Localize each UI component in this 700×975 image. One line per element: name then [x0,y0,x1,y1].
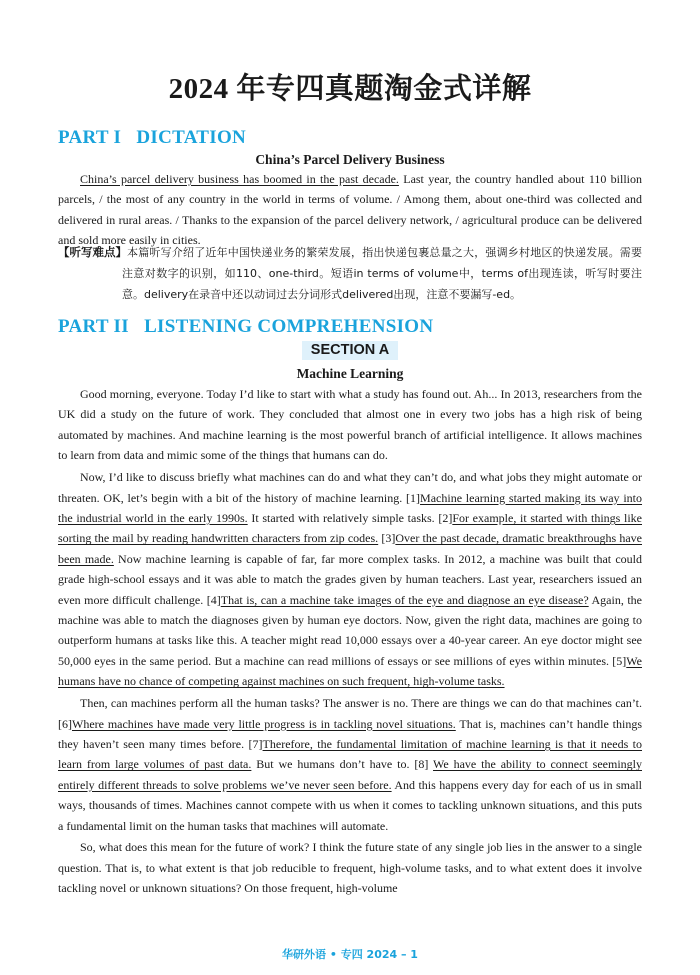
transcript-text: That is, machines can’t handle things they haven’t seen many times before. [7] [58,716,642,751]
transcript-text: Again, the machine was able to match the diagnoses given by human eye doctors. Now, given the right data, machines are going to outperform humans at tasks like this. A teacher might read 10,000 essays over a 40-year career. An eye doctor might see 50,000 eyes in the same period. But a machine can read millions of essays or see millions of eyes within minutes. [5] [58,592,642,668]
dictation-text: Last year, the country handled about 110 billion parcels, / the most of any country in the world in terms of volume. / Among them, about one-third was collected and delivered in rural areas. / Thanks to the expansion of the parcel delivery network, / agricultural produce can be delivered and sold more easily in cities. [58,172,643,248]
dictation-title: China’s Parcel Delivery Business [255,152,445,167]
transcript-text: Now machine learning is capable of far, far more complex tasks. In 2012, a machine was built that could grade high-school essays and it was able to match the grades given by human teachers. Last year, researchers issued an even more difficult challenge. [4] [58,551,642,607]
part-2-heading: PART II LISTENING COMPREHENSION [58,316,434,337]
transcript-text: Now, I’d like to discuss briefly what machines can do and what they can’t do, and what jobs they might automate or threaten. OK, let’s begin with a bit of the history of machine learning. [1] [58,470,642,505]
answer-sentence: Therefore, the fundamental limitation of machine learning is that it needs to learn from large volumes of past data. [58,736,642,772]
transcript-text: [3] [378,531,396,546]
lecture-paragraph [58,693,642,836]
transcript-text: And this happens every day for each of us in small ways, thousands of times. Machines cannot compete with us when it comes to tackling unknown situations, and this puts a fundamental limit on the human tasks that machines will automate. [58,777,643,833]
section-a-badge: SECTION A [302,341,398,360]
document-title: 2024 年专四真题淘金式详解 [168,73,532,105]
transcript-text: Then, can machines perform all the human tasks? The answer is no. There are things we can do that machines can’t. [6] [58,696,642,731]
dictation-difficulty-note [58,242,642,305]
answer-sentence: Machine learning started making its way into the industrial world in the early 1990s. [58,490,643,525]
lecture-title: Machine Learning [296,366,404,381]
lecture-paragraph [58,837,642,898]
answer-sentence: We have the ability to connect seemingly entirely different threads to solve problems we’ve never seen before. [58,757,642,792]
page-footer: 华研外语 • 专四 2024 – 1 [282,948,418,961]
dictation-key-sentence: China’s parcel delivery business has boomed in the past decade. [80,172,399,186]
answer-sentence: Over the past decade, dramatic breakthroughs have been made. [58,531,642,566]
dictation-passage [58,169,642,251]
transcript-text: But we humans don’t have to. [8] [251,757,434,772]
lecture-paragraph [58,467,642,691]
transcript-text: Good morning, everyone. Today I’d like to start with what a study has found out. Ah... In 2013, researchers from the UK did a study on the future of work. They concluded that almost one in every two jobs has a high risk of being automated by machines. And machine learning is the most powerful branch of artificial intelligence. It allows machines to learn from data and mimic some of the things that humans can do. [58,387,642,463]
transcript-text: So, what does this mean for the future of work? I think the future state of any single job lies in the answer to a single question. That is, to what extent is that job reducible to frequent, high-volume tasks, and to what extent does it involve tackling novel or unknown situations? On those frequent, high-volume [58,840,642,896]
answer-sentence: That is, can a machine take images of the eye and diagnose an eye disease? [220,592,589,607]
answer-sentence: Where machines have made very little progress is in tackling novel situations. [72,716,456,731]
note-text: 本篇听写介绍了近年中国快递业务的繁荣发展，指出快递包裹总量之大，强调乡村地区的快递发展。需要注意对数字的识别，如110、one-third。短语in terms of volume中，terms of出现连读，听写时要注意。delivery在录音中还以动词过去分词形式delivered出现，注意不要漏写-ed。 [122,246,642,301]
section-badge-row [0,341,700,360]
part-1-heading: PART I DICTATION [58,127,247,148]
lecture-transcript [58,384,642,900]
answer-sentence: We humans have no chance of competing against machines on such frequent, high-volume tasks. [58,653,642,689]
transcript-text: It started with relatively simple tasks. [2] [247,510,453,525]
answer-sentence: For example, it started with things like sorting the mail by reading handwritten characters from zip codes. [58,510,642,546]
note-label: 【听写难点】 [58,245,127,259]
lecture-paragraph [58,384,642,466]
